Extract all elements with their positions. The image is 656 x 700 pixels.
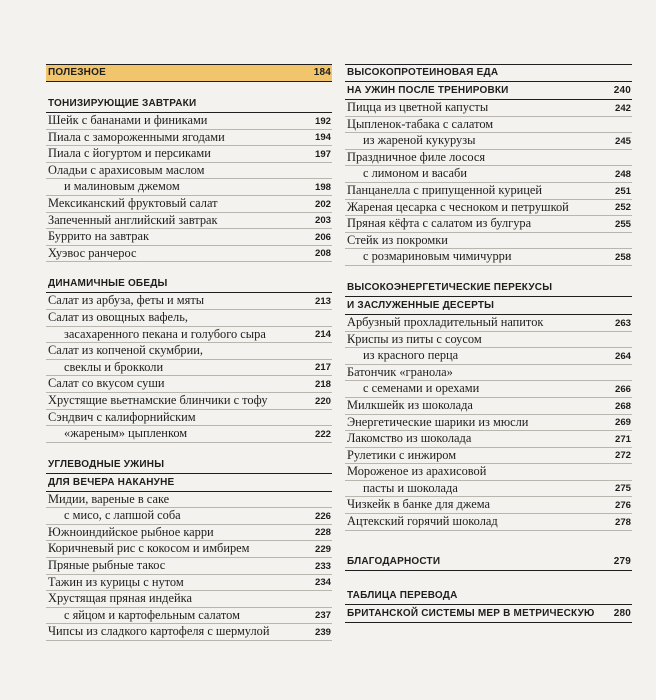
page-number: 264: [614, 350, 631, 362]
breakfasts-list: [46, 113, 332, 262]
section-title: БРИТАНСКОЙ СИСТЕМЫ МЕР В МЕТРИЧЕСКУЮ: [347, 607, 595, 619]
toc-entry[interactable]: [46, 293, 332, 310]
section-title: ВЫСОКОЭНЕРГЕТИЧЕСКИЕ ПЕРЕКУСЫ: [347, 281, 553, 293]
toc-entry[interactable]: [46, 608, 332, 625]
page-number: 276: [614, 500, 631, 512]
entry-title: Стейк из покромки: [347, 232, 448, 247]
section-title: ПОЛЕЗНОЕ: [48, 67, 106, 78]
section-title: ТОНИЗИРУЮЩИЕ ЗАВТРАКИ: [48, 98, 197, 109]
toc-entry[interactable]: [46, 525, 332, 542]
page-number: 233: [314, 560, 331, 572]
toc-entry[interactable]: [345, 249, 632, 266]
section-title: НА УЖИН ПОСЛЕ ТРЕНИРОВКИ: [347, 85, 509, 96]
toc-entry[interactable]: [46, 146, 332, 163]
page-number: 194: [314, 132, 331, 144]
section-lunches[interactable]: [46, 275, 332, 293]
toc-entry[interactable]: [345, 233, 632, 250]
page-number: 192: [314, 115, 331, 127]
toc-entry[interactable]: [46, 591, 332, 608]
entry-title: Мидии, вареные в саке: [48, 491, 170, 506]
entry-title: Мексиканский фруктовый салат: [48, 195, 218, 210]
page-number: 245: [614, 135, 631, 147]
entry-title: Батончик «гранола»: [347, 364, 453, 379]
toc-entry[interactable]: [46, 360, 332, 377]
entry-title: Милкшейк из шоколада: [347, 397, 473, 412]
section-energy-title-2[interactable]: [345, 297, 632, 315]
page-number: 208: [314, 248, 331, 260]
page-number: 218: [314, 378, 331, 390]
toc-entry[interactable]: [46, 624, 332, 641]
toc-entry[interactable]: [345, 133, 632, 150]
section-breakfasts[interactable]: [46, 95, 332, 113]
page-number: 248: [614, 168, 631, 180]
section-carb-title-2[interactable]: [46, 474, 332, 492]
entry-title: Пряные рыбные такос: [48, 558, 166, 573]
toc-entry[interactable]: [46, 492, 332, 509]
page-number: 229: [314, 544, 331, 556]
toc-entry[interactable]: [46, 426, 332, 443]
toc-entry[interactable]: [345, 200, 632, 217]
toc-entry[interactable]: [46, 575, 332, 592]
page-number: 278: [614, 516, 631, 528]
page-number: 263: [614, 317, 631, 329]
toc-entry[interactable]: [46, 229, 332, 246]
toc-entry[interactable]: [345, 348, 632, 365]
entry-title: Криспы из питы с соусом: [347, 331, 482, 346]
toc-entry[interactable]: [46, 327, 332, 344]
entry-title: Салат со вкусом суши: [48, 376, 165, 391]
protein-list: [345, 100, 632, 266]
entry-title: Пиала с йогуртом и персиками: [48, 146, 211, 161]
toc-entry[interactable]: [345, 448, 632, 465]
page-number: 242: [614, 102, 631, 114]
entry-title: из красного перца: [363, 348, 459, 363]
toc-entry[interactable]: [46, 410, 332, 427]
toc-entry[interactable]: [46, 508, 332, 525]
toc-entry[interactable]: [345, 117, 632, 134]
entry-title: с семенами и орехами: [363, 381, 480, 396]
toc-entry[interactable]: [46, 558, 332, 575]
entry-title: Салат из овощных вафель,: [48, 309, 188, 324]
toc-entry[interactable]: [46, 541, 332, 558]
toc-entry[interactable]: [46, 196, 332, 213]
toc-entry[interactable]: [46, 246, 332, 263]
lunches-list: [46, 293, 332, 442]
entry-title: Мороженое из арахисовой: [347, 464, 487, 479]
entry-title: с лимоном и васаби: [363, 166, 467, 181]
page-number: 203: [314, 215, 331, 227]
entry-title: Салат из копченой скумбрии,: [48, 343, 203, 358]
section-useful[interactable]: [46, 64, 332, 82]
page-number: 214: [314, 329, 331, 341]
page-number: 279: [613, 555, 631, 567]
entry-title: с яйцом и картофельным салатом: [64, 607, 240, 622]
entry-title: Южноиндийское рыбное карри: [48, 524, 214, 539]
toc-entry[interactable]: [46, 113, 332, 130]
toc-entry[interactable]: [345, 497, 632, 514]
page-number: 197: [314, 148, 331, 160]
toc-entry[interactable]: [345, 365, 632, 382]
entry-title: и малиновым джемом: [64, 179, 180, 194]
toc-entry[interactable]: [46, 163, 332, 180]
page-number: 206: [314, 231, 331, 243]
entry-title: из жареной кукурузы: [363, 133, 476, 148]
toc-entry[interactable]: [345, 332, 632, 349]
section-protein-title-1[interactable]: [345, 64, 632, 82]
entry-title: Шейк с бананами и финиками: [48, 113, 208, 127]
toc-right-column: [345, 64, 632, 623]
page-number: 268: [614, 400, 631, 412]
section-title: ТАБЛИЦА ПЕРЕВОДА: [347, 589, 458, 601]
entry-title: пасты и шоколада: [363, 480, 458, 495]
entry-title: Салат из арбуза, феты и мяты: [48, 293, 205, 308]
entry-title: Чизкейк в банке для джема: [347, 497, 490, 512]
entry-title: засахаренного пекана и голубого сыра: [64, 326, 266, 341]
toc-entry[interactable]: [46, 343, 332, 360]
toc-entry[interactable]: [345, 398, 632, 415]
section-title: УГЛЕВОДНЫЕ УЖИНЫ: [48, 458, 165, 470]
section-table-title-2[interactable]: [345, 605, 632, 623]
entry-title: Праздничное филе лосося: [347, 149, 486, 164]
entry-title: Лакомство из шоколада: [347, 431, 472, 446]
entry-title: Энергетические шарики из мюсли: [347, 414, 529, 429]
section-title: ВЫСОКОПРОТЕИНОВАЯ ЕДА: [347, 67, 499, 78]
page-number: 251: [614, 185, 631, 197]
toc-left-column: [46, 64, 332, 641]
section-thanks[interactable]: [345, 553, 632, 571]
toc-entry[interactable]: [345, 481, 632, 498]
page-number: 228: [314, 527, 331, 539]
toc-entry[interactable]: [345, 315, 632, 332]
page-number: 198: [314, 181, 331, 193]
entry-title: Пицца из цветной капусты: [347, 100, 489, 114]
toc-entry[interactable]: [345, 431, 632, 448]
page-number: 237: [314, 610, 331, 622]
toc-entry[interactable]: [345, 464, 632, 481]
entry-title: Запеченный английский завтрак: [48, 212, 218, 227]
entry-title: Хрустящие вьетнамские блинчики с тофу: [48, 392, 268, 407]
section-title: ДИНАМИЧНЫЕ ОБЕДЫ: [48, 278, 168, 290]
entry-title: с розмариновым чимичурри: [363, 249, 512, 264]
toc-entry[interactable]: [345, 216, 632, 233]
entry-title: Пиала с замороженными ягодами: [48, 129, 225, 144]
toc-entry[interactable]: [345, 183, 632, 200]
entry-title: Хуэвос ранчерос: [48, 245, 137, 260]
page-number: 222: [314, 428, 331, 440]
page-number: 269: [614, 417, 631, 429]
page-number: 213: [314, 295, 331, 307]
section-title: И ЗАСЛУЖЕННЫЕ ДЕСЕРТЫ: [347, 299, 495, 311]
page-number: 271: [614, 433, 631, 445]
page-number: 217: [314, 362, 331, 374]
page-number: 266: [614, 383, 631, 395]
section-protein-title-2[interactable]: [345, 82, 632, 100]
toc-entry[interactable]: [46, 213, 332, 230]
carb-list: [46, 492, 332, 641]
entry-title: Буррито на завтрак: [48, 229, 150, 244]
entry-title: с мисо, с лапшой соба: [64, 508, 181, 523]
entry-title: Ацтекский горячий шоколад: [347, 514, 498, 529]
entry-title: Хрустящая пряная индейка: [48, 591, 192, 606]
energy-list: [345, 315, 632, 531]
section-carb-title-1[interactable]: [46, 456, 332, 474]
page-number: 234: [314, 577, 331, 589]
toc-entry[interactable]: [345, 100, 632, 117]
page-number: 239: [314, 627, 331, 639]
toc-entry[interactable]: [46, 376, 332, 393]
page-number: 255: [614, 218, 631, 230]
toc-entry[interactable]: [46, 310, 332, 327]
page-number: 280: [613, 607, 631, 619]
entry-title: Пряная кёфта с салатом из булгура: [347, 216, 532, 231]
toc-entry[interactable]: [46, 130, 332, 147]
entry-title: Панцанелла с припущенной курицей: [347, 182, 543, 197]
page-number: 272: [614, 450, 631, 462]
entry-title: Арбузный прохладительный напиток: [347, 314, 544, 329]
section-table-title-1[interactable]: [345, 587, 632, 605]
page-number: 252: [614, 202, 631, 214]
toc-entry[interactable]: [345, 150, 632, 167]
toc-entry[interactable]: [345, 166, 632, 183]
toc-entry[interactable]: [345, 415, 632, 432]
page-number: 275: [614, 483, 631, 495]
toc-entry[interactable]: [46, 393, 332, 410]
page-number: 202: [314, 198, 331, 210]
page-number: 258: [614, 251, 631, 263]
entry-title: Коричневый рис с кокосом и имбирем: [48, 541, 250, 556]
page-number: 240: [613, 85, 631, 96]
toc-entry[interactable]: [345, 381, 632, 398]
entry-title: Оладьи с арахисовым маслом: [48, 162, 205, 177]
entry-title: Сэндвич с калифорнийским: [48, 409, 196, 424]
entry-title: Жареная цесарка с чесноком и петрушкой: [347, 199, 569, 214]
page-number: 184: [313, 67, 331, 78]
section-title: БЛАГОДАРНОСТИ: [347, 555, 441, 567]
entry-title: Тажин из курицы с нутом: [48, 574, 184, 589]
toc-entry[interactable]: [46, 179, 332, 196]
section-title: ДЛЯ ВЕЧЕРА НАКАНУНЕ: [48, 476, 175, 488]
entry-title: «жареным» цыпленком: [64, 426, 188, 441]
entry-title: Рулетики с инжиром: [347, 447, 457, 462]
section-energy-title-1[interactable]: [345, 279, 632, 297]
entry-title: свеклы и брокколи: [64, 359, 164, 374]
page-number: 226: [314, 510, 331, 522]
entry-title: Цыпленок-табака с салатом: [347, 116, 494, 131]
page-number: 220: [314, 395, 331, 407]
entry-title: Чипсы из сладкого картофеля с шермулой: [48, 624, 270, 639]
toc-entry[interactable]: [345, 514, 632, 531]
